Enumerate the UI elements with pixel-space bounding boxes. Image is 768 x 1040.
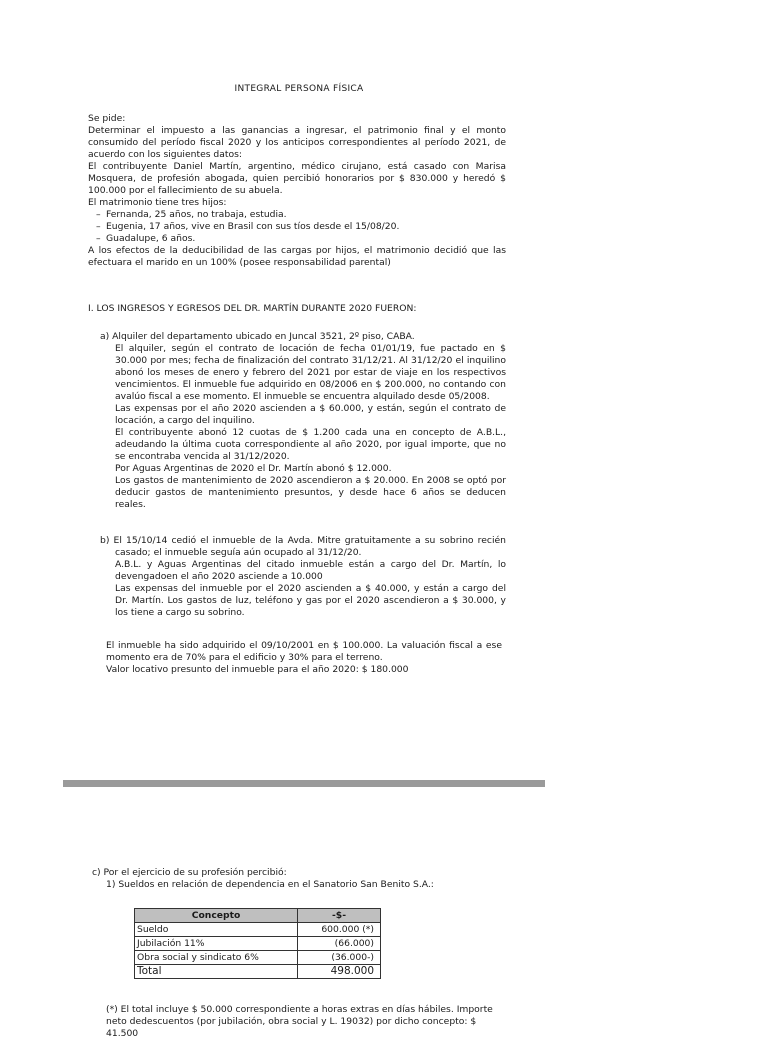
item-b-paragraph-2: Las expensas del inmueble por el 2020 ascienden a $ 40.000, y están a cargo del Dr. Martín. Los gastos de luz, teléfono y gas por el 2020 ascendieron a $ 30.000, y los tiene a cargo su sobrino.: [115, 583, 506, 618]
intro-section: [88, 113, 506, 269]
property-note-1: El inmueble ha sido adquirido el 09/10/2001 en $ 100.000. La valuación fiscal a ese momento era de 70% para el edificio y 30% para el terreno.: [106, 640, 502, 663]
item-a: [100, 331, 506, 511]
table-cell: Total: [135, 965, 298, 979]
salary-table: [134, 908, 381, 979]
item-b-title: b) El 15/10/14 cedió el inmueble de la Avda. Mitre gratuitamente a su sobrino recién casado; el inmueble seguía aún ocupado al 31/12/20.: [100, 535, 506, 558]
item-a-paragraph-2: Las expensas por el año 2020 ascienden a $ 60.000, y están, según el contrato de locación, a cargo del inquilino.: [115, 403, 506, 426]
intro-paragraph-1: Determinar el impuesto a las ganancias a ingresar, el patrimonio final y el monto consumido del período fiscal 2020 y los anticipos correspondientes al período 2021, de acuerdo con los siguientes datos:: [88, 125, 506, 160]
section-1-heading: I. LOS INGRESOS Y EGRESOS DEL DR. MARTÍN DURANTE 2020 FUERON:: [88, 303, 417, 314]
intro-paragraph-3: El matrimonio tiene tres hijos:: [88, 197, 227, 208]
table-cell: (66.000): [298, 937, 381, 951]
item-b: [100, 535, 506, 619]
item-a-paragraph-1: El alquiler, según el contrato de locación de fecha 01/01/19, fue pactado en $ 30.000 por mes; fecha de finalización del contrato 31/12/21. Al 31/12/20 el inquilino abonó los meses de enero y febrero del 2021 por estar de viaje en los respectivos vencimientos. El inmueble fue adquirido en 08/2006 en $ 200.000, no contando con avalúo fiscal a ese momento. El inmueble se encuentra alquilado desde 05/2008.: [115, 343, 506, 402]
table-header-amount: -$-: [298, 909, 381, 923]
page-separator: [63, 780, 545, 787]
table-cell: (36.000-): [298, 951, 381, 965]
item-a-paragraph-3: El contribuyente abonó 12 cuotas de $ 1.200 cada una en concepto de A.B.L., adeudando la última cuota correspondiente al año 2020, por igual importe, que no se encontraba vencida al 31/12/2020.: [115, 427, 506, 462]
table-cell: 600.000 (*): [298, 923, 381, 937]
child-item: – Eugenia, 17 años, vive en Brasil con sus tíos desde el 15/08/20.: [96, 221, 400, 232]
table-row: [135, 951, 381, 965]
table-header-concepto: Concepto: [135, 909, 298, 923]
child-item: – Fernanda, 25 años, no trabaja, estudia.: [96, 209, 287, 220]
table-cell: Jubilación 11%: [135, 937, 298, 951]
intro-paragraph-2: El contribuyente Daniel Martín, argentino, médico cirujano, está casado con Marisa Mosquera, de profesión abogada, quien percibió honorarios por $ 830.000 y heredó $ 100.000 por el fallecimiento de su abuela.: [88, 161, 506, 196]
table-row: [135, 937, 381, 951]
table-cell: Obra social y sindicato 6%: [135, 951, 298, 965]
salary-footnote: (*) El total incluye $ 50.000 correspondiente a horas extras en días hábiles. Importe neto dedescuentos (por jubilación, obra social y L. 19032) por dicho concepto: $ 41.500: [106, 1004, 493, 1039]
table-total-row: [135, 965, 381, 979]
table-cell: 498.000: [298, 965, 381, 979]
item-a-title: a) Alquiler del departamento ubicado en Juncal 3521, 2º piso, CABA.: [100, 331, 415, 342]
item-c-sub-1: 1) Sueldos en relación de dependencia en el Sanatorio San Benito S.A.:: [106, 879, 434, 890]
child-item: – Guadalupe, 6 años.: [96, 233, 196, 244]
table-row: [135, 923, 381, 937]
item-a-paragraph-5: Los gastos de mantenimiento de 2020 ascendieron a $ 20.000. En 2008 se optó por deducir gastos de mantenimiento presuntos, y desde hace 6 años se deducen reales.: [115, 475, 506, 510]
property-notes: [106, 640, 502, 676]
document-title: INTEGRAL PERSONA FÍSICA: [234, 84, 364, 94]
item-c: [92, 867, 512, 891]
item-b-paragraph-1: A.B.L. y Aguas Argentinas del citado inmueble están a cargo del Dr. Martín, lo devengadoen el año 2020 asciende a 10.000: [115, 559, 506, 582]
property-note-2: Valor locativo presunto del inmueble para el año 2020: $ 180.000: [106, 664, 409, 675]
se-pide-label: Se pide:: [88, 113, 126, 124]
intro-paragraph-4: A los efectos de la deducibilidad de las cargas por hijos, el matrimonio decidió que las efectuara el marido en un 100% (posee responsabilidad parental): [88, 245, 506, 268]
table-header-row: [135, 909, 381, 923]
item-a-paragraph-4: Por Aguas Argentinas de 2020 el Dr. Martín abonó $ 12.000.: [115, 463, 392, 474]
table-cell: Sueldo: [135, 923, 298, 937]
item-c-title: c) Por el ejercicio de su profesión percibió:: [92, 867, 287, 878]
